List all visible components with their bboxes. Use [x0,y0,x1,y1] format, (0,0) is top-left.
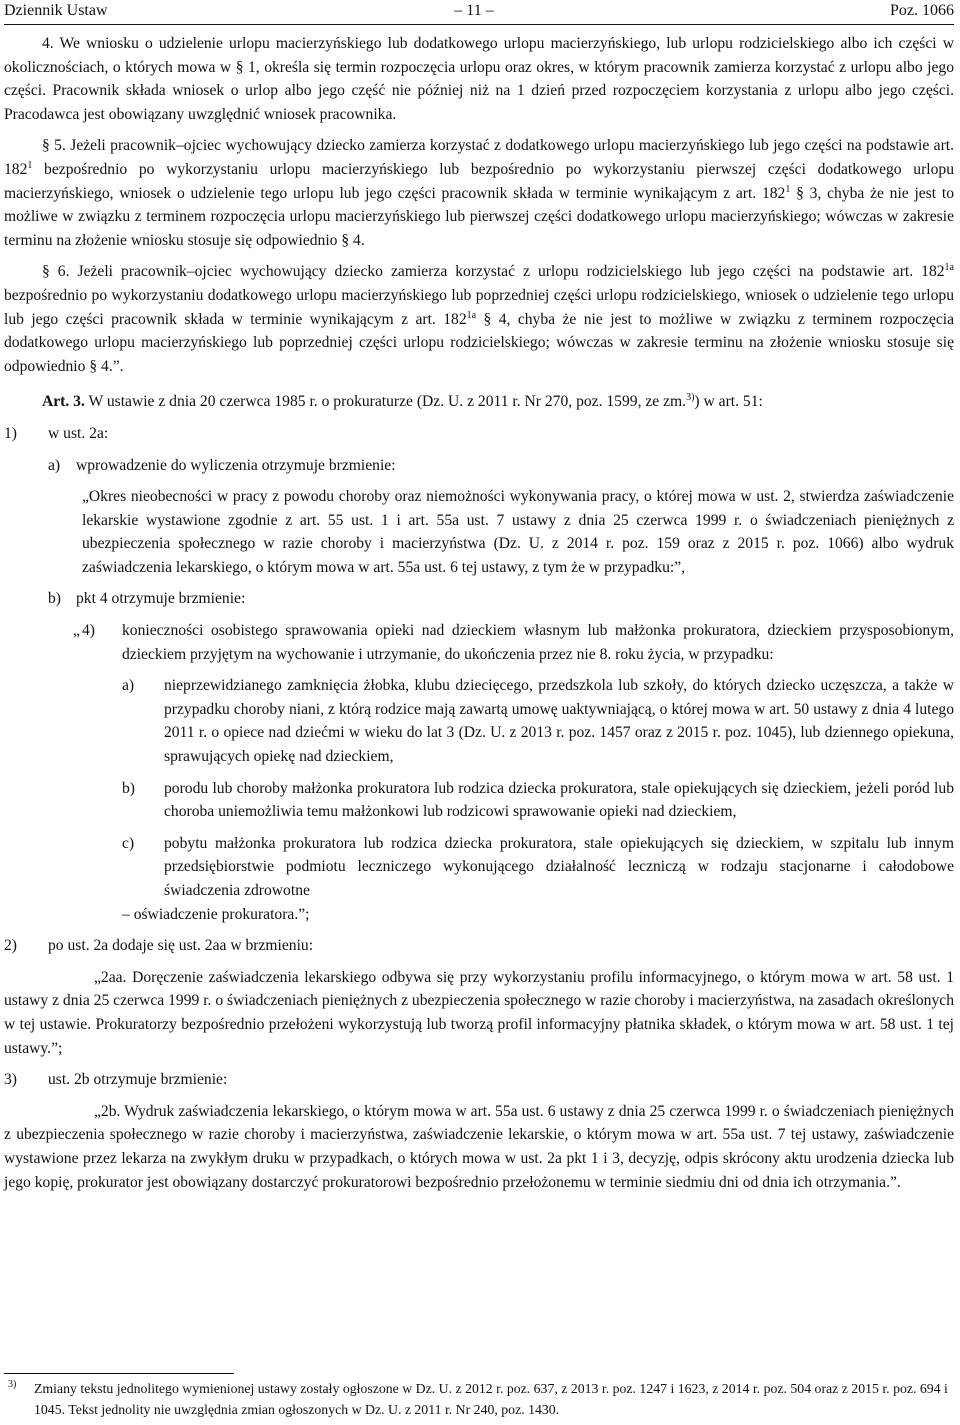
item-1b [4,587,954,611]
paragraph-6-part-b: bezpośrednio po wykorzystaniu dodatkowego urlopu macierzyńskiego lub poprzedniej części urlopu rodzicielskiego, wniosek o udzielenie tego urlopu lub jego części pracownik składa w terminie wynikającym z art. 182 [4,286,954,328]
item-1a-text: wprowadzenie do wyliczenia otrzymuje brzmienie: [76,456,396,474]
item-1 [4,422,954,446]
paragraph-5-sup-2: 1 [785,183,791,195]
paragraph-4: 4. We wniosku o udzielenie urlopu macierzyńskiego lub dodatkowego urlopu macierzyńskiego, lub urlopu rodzicielskiego albo ich części w okolicznościach, o których mowa w § 1, określa się termin rozpoczęcia urlopu oraz okres, w którym pracownik zamierza korzystać z urlopu albo jego części. Pracownik składa wniosek o urlop albo jego część nie później niż na 1 dzień przed rozpoczęciem korzystania z urlopu albo jego części. Pracodawca jest obowiązany uwzględnić wniosek pracownika. [4,35,954,123]
item-2-number: 2) [4,937,17,955]
paragraph-5-sup-1: 1 [27,159,33,171]
item-3-number: 3) [4,1071,17,1089]
position-number: Poz. 1066 [890,2,954,19]
paragraph-6-sup-2: 1a [466,309,477,321]
quoted-point-4c-letter: c) [122,834,135,852]
quote-open-mark: „ [73,622,80,640]
quoted-point-4b-text: porodu lub choroby małżonka prokuratora lub rodzica dziecka prokuratora, stale opiekujących się dzieckiem, jeżeli poród lub choroba uniemożliwia temu małżonkowi lub rodzicowi sprawowanie opieki nad dzieckiem, [164,779,954,821]
footnote-ref-3[interactable]: 3) [686,392,695,404]
journal-name: Dziennik Ustaw [4,2,108,19]
quoted-closing-dash: – oświadczenie prokuratora.”; [122,905,310,923]
article-3-label: Art. 3. [42,393,85,411]
page-number: – 11 – [454,2,494,19]
quoted-point-4-number: 4) [82,622,95,640]
quote-2aa: „2aa. Doręczenie zaświadczenia lekarskiego odbywa się przy wykorzystaniu profilu informacyjnego, o którym mowa w art. 58 ust. 1 ustawy z dnia 25 czerwca 1999 r. o świadczeniach pieniężnych z ubezpieczenia społecznego w razie choroby i macierzyństwa, na zasadach określonych w tej ustawie. Prokuratorzy bezpośrednio przełożeni wykorzystują lub tworzą profil informacyjny płatnika składek, o którym mowa w art. 58 ust. 1 tej ustawy.”; [4,968,954,1057]
footnote-number: 3) [8,1379,17,1390]
item-3 [4,1068,954,1092]
item-1-number: 1) [4,424,17,442]
quoted-point-4c [4,832,954,903]
article-3-text: W ustawie z dnia 20 czerwca 1985 r. o prokuraturze (Dz. U. z 2011 r. Nr 270, poz. 1599, ze zm. [84,393,687,411]
paragraph-6-sup-1: 1a [944,262,954,274]
paragraph-6 [4,260,954,378]
article-3 [4,390,954,414]
item-1a-letter: a) [48,456,61,474]
document-body [4,32,954,1194]
item-3-text: ust. 2b otrzymuje brzmienie: [48,1071,228,1089]
page-header [4,0,954,25]
item-1b-letter: b) [48,590,61,608]
item-1-text: w ust. 2a: [48,424,109,442]
paragraph-5-part-a: § 5. Jeżeli pracownik–ojciec wychowujący dziecko zamierza korzystać z dodatkowego urlopu macierzyńskiego lub jego części na podstawie art. 182 [4,137,954,178]
quoted-point-4a-text: nieprzewidzianego zamknięcia żłobka, klubu dziecięcego, przedszkola lub szkoły, do których dziecko uczęszcza, a także w przypadku choroby niani, z którą rodzice mają zawartą umowę uaktywniającą, o której mowa w art. 50 ustawy z dnia 4 lutego 2011 r. o opiece nad dziećmi w wieku do lat 3 (Dz. U. z 2013 r. poz. 1457 oraz z 2015 r. poz. 1045), lub dziennego opiekuna, sprawujących opiekę nad dzieckiem, [164,677,954,766]
item-2 [4,934,954,958]
item-1b-text: pkt 4 otrzymuje brzmienie: [76,590,246,608]
item-2-text: po ust. 2a dodaje się ust. 2aa w brzmieniu: [48,937,314,955]
quoted-point-4b-letter: b) [122,779,135,797]
footnote-text: Zmiany tekstu jednolitego wymienionej ustawy zostały ogłoszone w Dz. U. z 2012 r. poz. 637, z 2013 r. poz. 1247 i 1623, z 2014 r. poz. 504 oraz z 2015 r. poz. 694 i 1045. Tekst jednolity nie uwzględnia zmian ogłoszonych w Dz. U. z 2011 r. Nr 240, poz. 1430. [34,1381,948,1417]
quoted-point-4c-text: pobytu małżonka prokuratora lub rodzica dziecka prokuratora, stale opiekujących się dzieckiem, w szpitalu lub innym przedsiębiorstwie podmiotu leczniczego wykonującego działalność leczniczą w rodzaju stacjonarne i całodobowe świadczenia zdrowotne [164,834,954,899]
quote-2b: „2b. Wydruk zaświadczenia lekarskiego, o którym mowa w art. 55a ust. 6 ustawy z dnia 25 czerwca 1999 r. o świadczeniach pieniężnych z ubezpieczenia społecznego w razie choroby i macierzyństwa, zaświadczenie lekarskie, o którym mowa w art. 55a ust. 7 tej ustawy, zaświadczenie wystawione przez lekarza na zwykłym druku w przypadkach, o których mowa w ust. 2a pkt 1 i 3, decyzję, odpis skrócony aktu urodzenia dziecka lub jego kopię, prokurator jest obowiązany dostarczyć prokuratorowi bezpośrednio przełożonemu w terminie siedmiu dni od dnia ich otrzymania.”. [4,1102,954,1191]
item-1a [4,454,954,478]
paragraph-6-part-c: § 4, chyba że nie jest to możliwe w związku z terminem rozpoczęcia dodatkowego urlopu macierzyńskiego lub poprzedniej części urlopu rodzicielskiego; wówczas w zakresie terminu na złożenie wniosku stosuje się odpowiednio § 4.”. [4,310,954,375]
quoted-point-4a-letter: a) [122,677,135,695]
paragraph-5 [4,134,954,252]
paragraph-6-part-a: § 6. Jeżeli pracownik–ojciec wychowujący dziecko zamierza korzystać z urlopu rodzicielskiego lub jego części na podstawie art. 182 [42,263,945,281]
quoted-point-4 [4,619,954,666]
quoted-point-4b [4,777,954,824]
footnote-divider [4,1373,234,1374]
quoted-point-4a [4,674,954,768]
footnote-3 [4,1378,954,1420]
paragraph-5-part-c: § 3, chyba że nie jest to możliwe w związku z terminem rozpoczęcia urlopu macierzyńskiego lub pierwszej części dodatkowego urlopu macierzyńskiego; wówczas w zakresie terminu na złożenie wniosku stosuje się odpowiednio § 4. [4,184,954,249]
quoted-point-4-text: konieczności osobistego sprawowania opieki nad dzieckiem własnym lub małżonka prokuratora, dzieckiem przysposobionym, dzieckiem przyjętym na wychowanie i utrzymanie, do ukończenia przez nie 8. roku życia, w przypadku: [122,622,954,663]
paragraph-5-part-b: bezpośrednio po wykorzystaniu urlopu macierzyńskiego lub bezpośrednio po wykorzystaniu pierwszej części dodatkowego urlopu macierzyńskiego, wniosek o udzielenie tego urlopu lub jego części pracownik składa w terminie wynikającym z art. 182 [4,160,954,202]
quote-intro-enumeration: „Okres nieobecności w pracy z powodu choroby oraz niemożności wykonywania pracy, o której mowa w ust. 2, stwierdza zaświadczenie lekarskie wystawione zgodnie z art. 55 ust. 1 i art. 55a ust. 7 ustawy z dnia 25 czerwca 1999 r. o świadczeniach pieniężnych z ubezpieczenia społecznego w razie choroby i macierzyństwa (Dz. U. z 2014 r. poz. 159 oraz z 2015 r. poz. 1066) albo wydruk zaświadczenia lekarskiego, o którym mowa w art. 55a ust. 6 tej ustawy, z tym że w przypadku:”, [82,488,954,576]
article-3-tail: ) w art. 51: [694,393,763,411]
